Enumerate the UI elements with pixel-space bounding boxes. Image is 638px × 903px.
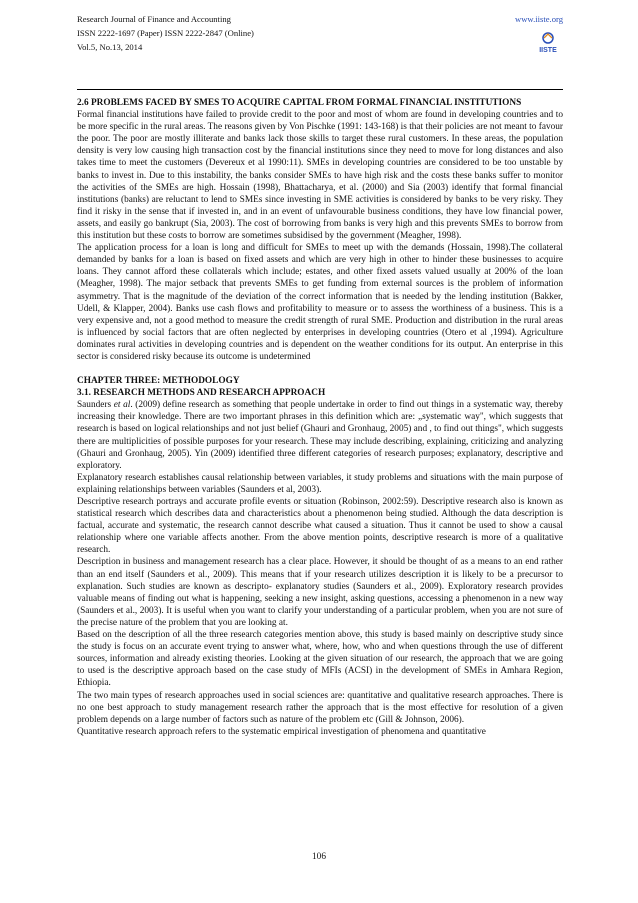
iiste-logo-icon [533, 32, 563, 54]
page-header [77, 12, 563, 55]
page-body [77, 97, 563, 738]
page-number: 106 [312, 852, 326, 862]
section-3-1-heading: 3.1. RESEARCH METHODS AND RESEARCH APPROACH [77, 388, 326, 399]
journal-name: Research Journal of Finance and Accounting [77, 14, 231, 24]
section-2-6-paragraph-1: Formal financial institutions have failed to provide credit to the poor and most of whom are found in developing countries and to be more specific in the rural areas. The reasons given by Von Pischke (1991: 143-168) is that their policies are not meant to favour the poor. The poor are mostly illiterate and banks lack those skills to target these rural customers. In these areas, the population density is very low causing high transaction cost by the financial institutions since they need to move for long distances and also takes time to meet the customers (Devereux et al 1990:11). SMEs in developing countries are considered to be too unstable by banks to invest in. Due to this instability, the banks consider SMEs to have high risk and the costs these banks suffer to monitor the activities of the SMEs are high. Hossain (1998), Bhattacharya, et al. (2000) and Sia (2003) identify that formal financial institutions (banks) are reluctant to lend to SMEs since investing in SME activities is considered by banks to be very risky. They find it risky in the sense that if invested in, and in an event of unfavourable business conditions, they have low financial power, assets, and easily go bankrupt (Sia, 2003). The cost of borrowing from banks is very high and this prevents SMEs to borrow from this institution but these costs to borrow are sometimes subsidised by the government (Meagher, 1998). [77, 110, 563, 242]
header-divider [77, 89, 563, 90]
volume-line: Vol.5, No.13, 2014 [77, 42, 143, 53]
section-2-6-paragraph-2: The application process for a loan is long and difficult for SMEs to meet up with the demands (Hossain, 1998).The collateral demanded by banks for a loan is based on fixed assets and which are very high in other to hinder these businesses to acquire loans. They cannot afford these collaterals which include; estates, and other fixed assets valued usually at 200% of the loan (Meagher, 1998). The major setback that prevents SMEs to get funding from external sources is the problem of information asymmetry. That is the magnitude of the deviation of the correct information that is needed by the lending institution (Bakker, Udell, & Klapper, 2004). Banks use cash flows and profitability to measure or to assess the worthiness of a business. This is a very expensive and, not a good method to measure the credit strength of rural SME. Production and distribution in the rural areas is influenced by social factors that are often neglected by enterprises in developing countries (Otero et al ,1994). Agriculture dominates rural activities in developing countries and is dependent on the weather conditions for its output. An enterprise in this sector is considered risky because its outcome is undetermined [77, 243, 563, 362]
chapter-3-paragraph-5: Based on the description of all the three research categories mention above, this study is based mainly on descriptive study since the study is focus on an accurate event trying to answer what, where, how, who and when questions through the use of different sources, information and already existing theories. Looking at the given situation of our research, the approach that we are going to used is the descriptive approach based on the case study of MFIs (ACSI) in the development of SMEs in Amhara Region, Ethiopia. [77, 630, 563, 689]
chapter-3-paragraph-4: Description in business and management research has a clear place. However, it should be thought of as a means to an end rather than an end itself (Saunders et al., 2009). This means that if your research utilizes description it is likely to be a precursor to explanation. Such studies are known as descripto- explanatory studies (Saunders et al., 2009). Exploratory research provides valuable means of finding out what is happening, seeking a new insight, asking questions, accessing a phenomenon in a new way (Saunders et al., 2003). It is useful when you want to clarify your understanding of a particular problem, when you are not sure of the precise nature of the problem that you are looking at. [77, 557, 563, 628]
chapter-3-paragraph-7: Quantitative research approach refers to the systematic empirical investigation of phenomena and quantitative [77, 726, 486, 737]
chapter-3-paragraph-1 [77, 399, 563, 472]
p1-rest: . (2009) define research as something that people undertake in order to find out things in a systematic way, thereby increasing their knowledge. There are two important phrases in this definition which are: „systematic way", which suggests that research is based on logical relationships and not just belief (Ghauri and Gronhaug, 2005) and , to find out things", which suggests there are multiplicities of possible purposes for your research. These may include describing, explaining, criticizing and analyzing (Ghauri and Gronhaug, 2005). Yin (2009) identified three different categories of research purposes; explanatory, descriptive and exploratory. [77, 400, 564, 471]
section-2-6-heading: 2.6 PROBLEMS FACED BY SMES TO ACQUIRE CAPITAL FROM FORMAL FINANCIAL INSTITUTIONS [77, 98, 522, 108]
journal-url-link[interactable]: www.iiste.org [515, 14, 563, 24]
chapter-3-paragraph-2: Explanatory research establishes causal relationship between variables, it study problems and situations with the main purpose of explaining relationships between variables (Saunders et al, 2003). [77, 472, 563, 495]
p1-start: Saunders [77, 400, 114, 411]
logo-text: IISTE [539, 47, 557, 54]
issn-line: ISSN 2222-1697 (Paper) ISSN 2222-2847 (Online) [77, 28, 254, 39]
et-al-italic: et al [113, 400, 131, 411]
chapter-3-paragraph-3: Descriptive research portrays and accurate profile events or situation (Robinson, 2002:59). Descriptive research also is known as statistical research which describes data and characteristics about a phenomenon being studied. Although the data description is factual, accurate and systematic, the research cannot describe what caused a situation. Thus it cannot be used to show a causal relationship where one variable affects another. From the above mention points, descriptive research is more of a qualitative research. [77, 497, 563, 556]
chapter-3-paragraph-6: The two main types of research approaches used in social sciences are: quantitative and qualitative research approaches. There is no one best approach to study management research rather the approach that is the most effective for resolution of a given problem depends on a large number of factors such as nature of the problem etc (Gill & Johnson, 2006). [77, 690, 563, 725]
chapter-three-heading: CHAPTER THREE: METHODOLOGY [77, 376, 240, 387]
